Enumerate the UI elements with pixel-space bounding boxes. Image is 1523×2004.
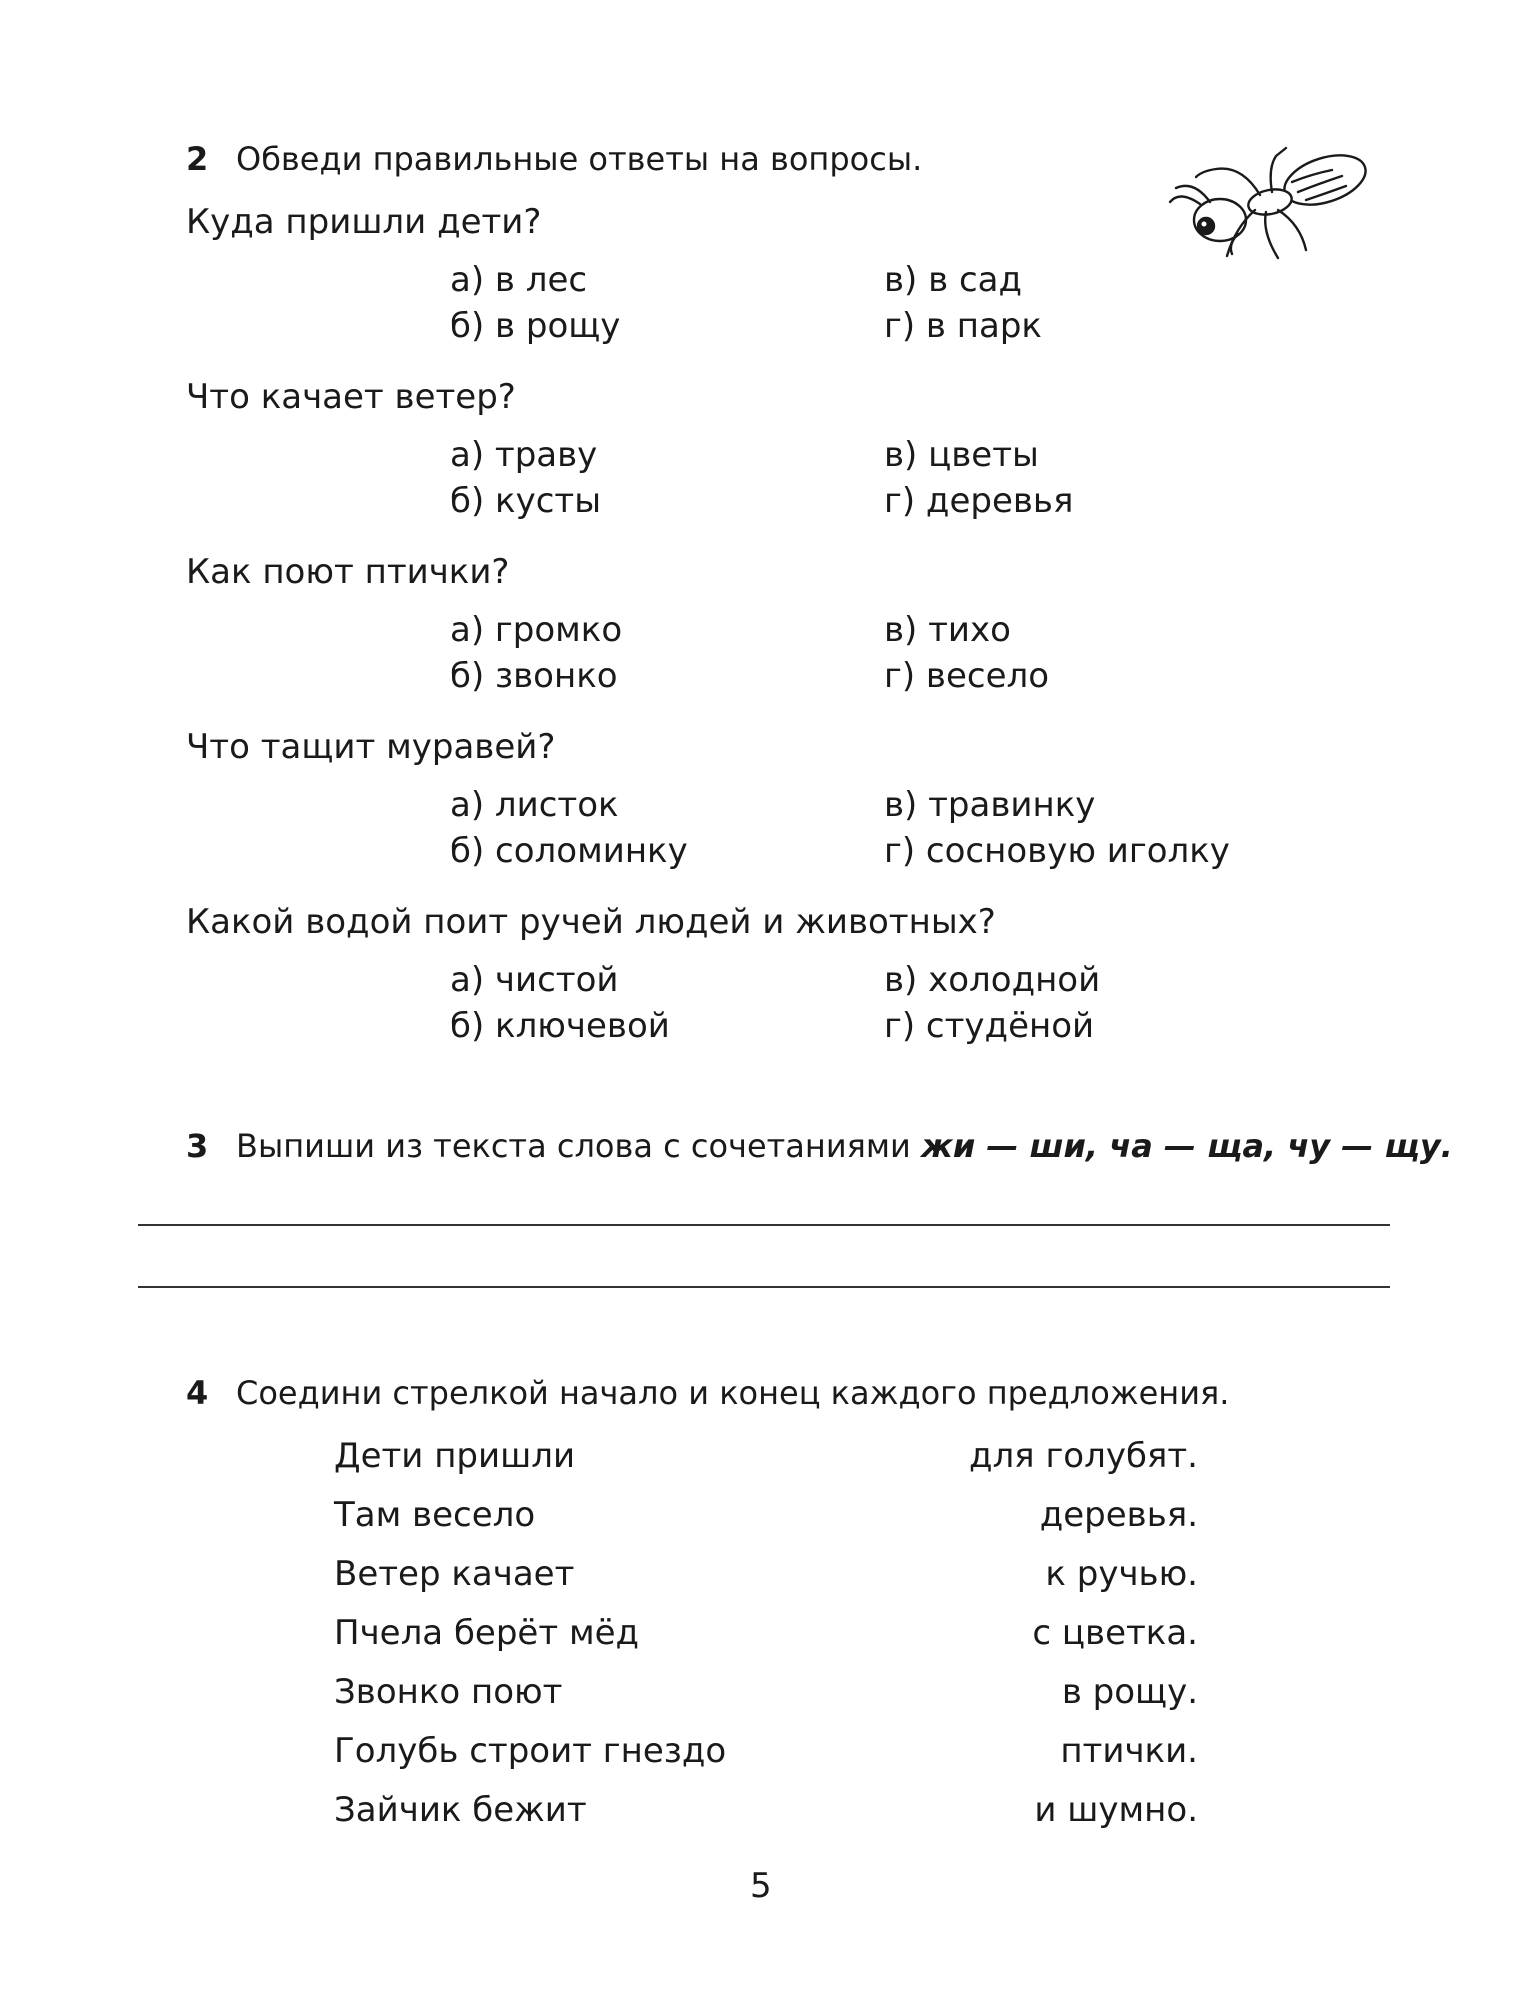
- question: Куда пришли дети?: [186, 202, 542, 242]
- sentence-end[interactable]: к ручью.: [1045, 1554, 1198, 1594]
- answer-option[interactable]: в) цветы: [884, 435, 1039, 475]
- sentence-start[interactable]: Зайчик бежит: [334, 1790, 587, 1830]
- instruction-emphasis: жи — ши, ча — ща, чу — щу.: [920, 1127, 1453, 1165]
- question: Как поют птички?: [186, 552, 510, 592]
- sentence-end[interactable]: для голубят.: [968, 1436, 1198, 1476]
- question: Что тащит муравей?: [186, 727, 556, 767]
- answer-option[interactable]: г) весело: [884, 656, 1050, 696]
- answer-option[interactable]: а) в лес: [450, 260, 588, 300]
- sentence-start[interactable]: Голубь строит гнездо: [334, 1731, 727, 1771]
- task-instruction: [236, 1127, 1453, 1165]
- sentence-start[interactable]: Ветер качает: [334, 1554, 575, 1594]
- task-number: 4: [186, 1374, 209, 1412]
- answer-option[interactable]: г) студёной: [884, 1006, 1095, 1046]
- answer-option[interactable]: г) деревья: [884, 481, 1074, 521]
- task-number: 3: [186, 1127, 209, 1165]
- answer-option[interactable]: в) холодной: [884, 960, 1101, 1000]
- answer-option[interactable]: а) листок: [450, 785, 619, 825]
- sentence-end[interactable]: с цветка.: [1032, 1613, 1198, 1653]
- sentence-end[interactable]: птички.: [1060, 1731, 1198, 1771]
- answer-line[interactable]: [138, 1224, 1390, 1226]
- sentence-end[interactable]: деревья.: [1039, 1495, 1198, 1535]
- sentence-start[interactable]: Дети пришли: [334, 1436, 576, 1476]
- task-instruction: Соедини стрелкой начало и конец каждого предложения.: [236, 1374, 1230, 1412]
- sentence-start[interactable]: Пчела берёт мёд: [334, 1613, 640, 1653]
- sentence-start[interactable]: Там весело: [334, 1495, 536, 1535]
- answer-option[interactable]: б) соломинку: [450, 831, 688, 871]
- sentence-start[interactable]: Звонко поют: [334, 1672, 563, 1712]
- question: Что качает ветер?: [186, 377, 516, 417]
- answer-line[interactable]: [138, 1286, 1390, 1288]
- question: Какой водой поит ручей людей и животных?: [186, 902, 996, 942]
- instruction-text: Выпиши из текста слова с сочетаниями: [236, 1127, 911, 1165]
- ant-icon: [1160, 140, 1390, 270]
- answer-option[interactable]: а) чистой: [450, 960, 619, 1000]
- answer-option[interactable]: б) ключевой: [450, 1006, 670, 1046]
- answer-option[interactable]: в) тихо: [884, 610, 1011, 650]
- answer-option[interactable]: б) звонко: [450, 656, 618, 696]
- answer-option[interactable]: в) травинку: [884, 785, 1096, 825]
- answer-option[interactable]: в) в сад: [884, 260, 1022, 300]
- answer-option[interactable]: а) траву: [450, 435, 598, 475]
- answer-option[interactable]: г) сосновую иголку: [884, 831, 1230, 871]
- answer-option[interactable]: г) в парк: [884, 306, 1042, 346]
- answer-option[interactable]: б) в рощу: [450, 306, 621, 346]
- answer-option[interactable]: б) кусты: [450, 481, 602, 521]
- page-number: 5: [750, 1866, 772, 1906]
- answer-option[interactable]: а) громко: [450, 610, 623, 650]
- sentence-end[interactable]: и шумно.: [1034, 1790, 1198, 1830]
- task-instruction: Обведи правильные ответы на вопросы.: [236, 140, 923, 178]
- sentence-end[interactable]: в рощу.: [1061, 1672, 1198, 1712]
- task-number: 2: [186, 140, 209, 178]
